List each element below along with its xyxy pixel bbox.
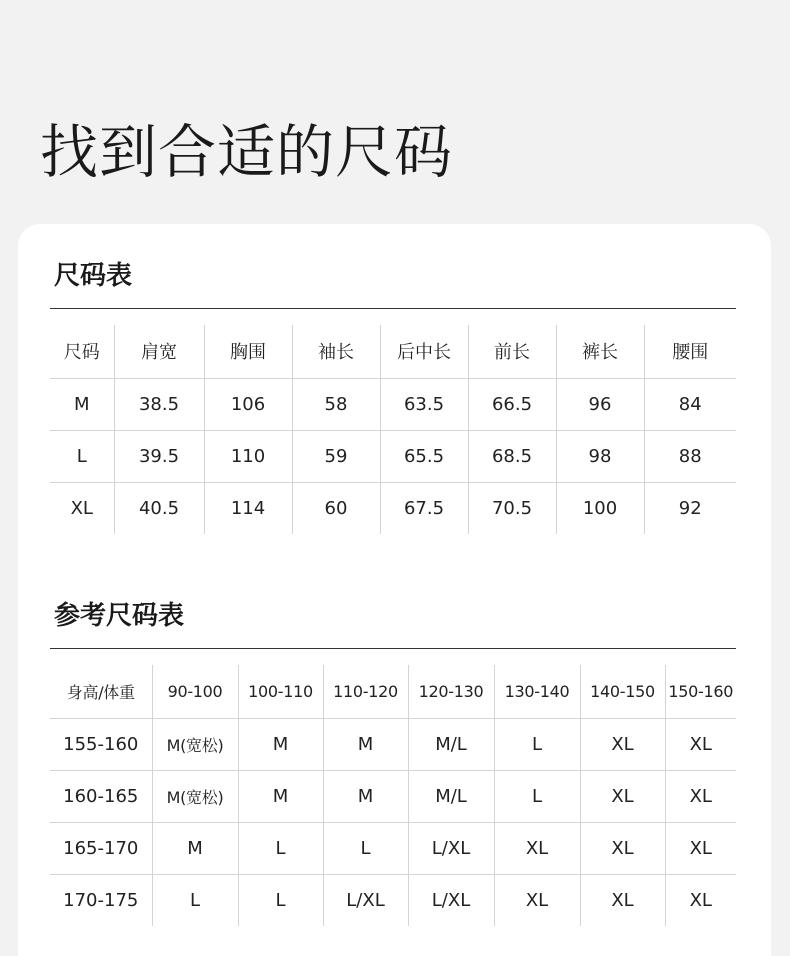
reference-chart-header-row [50,665,736,718]
table-cell: XL [580,874,665,926]
table-cell: 59 [292,430,380,482]
table-cell: 92 [644,482,736,534]
table-cell: XL [580,770,665,822]
table-cell: 40.5 [114,482,204,534]
table-cell: M [238,718,323,770]
table-cell: 38.5 [114,378,204,430]
header-cell: 胸围 [204,325,292,378]
reference-chart-divider [50,648,736,649]
size-chart-header-row [50,325,736,378]
table-cell: L [494,770,580,822]
table-cell: XL [580,822,665,874]
table-row [50,378,736,430]
header-cell: 身高/体重 [66,682,135,702]
table-row [50,874,736,926]
table-cell: 110 [204,430,292,482]
page-title: 找到合适的尺码 [40,118,454,186]
table-cell: L/XL [323,874,408,926]
table-cell: M [323,770,408,822]
header-cell: 150-160 [665,665,736,718]
table-cell: L [152,874,238,926]
size-card [18,224,771,956]
table-cell: L [50,430,114,482]
header-cell: 腰围 [644,325,736,378]
header-cell: 后中长 [380,325,468,378]
table-cell: 114 [204,482,292,534]
table-cell: M(宽松) [152,718,238,770]
header-cell: 110-120 [323,665,408,718]
table-cell: M [50,378,114,430]
table-cell: L [238,822,323,874]
size-chart-title: 尺码表 [54,261,133,291]
table-cell: L [494,718,580,770]
header-cell: 裤长 [556,325,644,378]
table-cell: XL [494,822,580,874]
header-cell: 袖长 [292,325,380,378]
table-row [50,822,736,874]
header-cell: 120-130 [408,665,494,718]
table-cell: M(宽松) [152,770,238,822]
table-cell: 58 [292,378,380,430]
table-cell: 63.5 [380,378,468,430]
table-cell: 155-160 [50,718,152,770]
table-cell: XL [50,482,114,534]
reference-chart-title: 参考尺码表 [54,601,185,631]
header-cell: 尺码 [63,342,100,364]
table-cell: 96 [556,378,644,430]
size-chart-table [50,325,736,534]
header-cell: 140-150 [580,665,665,718]
table-cell: 165-170 [50,822,152,874]
header-cell: 前长 [468,325,556,378]
table-row [50,482,736,534]
table-cell: L [323,822,408,874]
table-cell: 70.5 [468,482,556,534]
header-cell: 100-110 [238,665,323,718]
table-cell: M [152,822,238,874]
table-row [50,718,736,770]
table-cell: 98 [556,430,644,482]
table-cell: M [238,770,323,822]
table-cell: XL [665,822,736,874]
table-cell: 39.5 [114,430,204,482]
table-cell: XL [494,874,580,926]
table-cell: XL [665,874,736,926]
table-cell: M [323,718,408,770]
table-cell: XL [665,770,736,822]
reference-chart-table [50,665,736,926]
table-cell: 106 [204,378,292,430]
table-cell: L [238,874,323,926]
table-cell: 67.5 [380,482,468,534]
header-cell: 肩宽 [114,325,204,378]
table-cell: M/L [408,718,494,770]
table-row [50,770,736,822]
table-cell: M/L [408,770,494,822]
table-cell: 68.5 [468,430,556,482]
header-cell: 90-100 [152,665,238,718]
table-cell: 65.5 [380,430,468,482]
table-cell: L/XL [408,874,494,926]
table-row [50,430,736,482]
table-cell: 66.5 [468,378,556,430]
table-cell: L/XL [408,822,494,874]
table-cell: 88 [644,430,736,482]
table-cell: XL [580,718,665,770]
size-chart-divider [50,308,736,309]
table-cell: 60 [292,482,380,534]
table-cell: 170-175 [50,874,152,926]
table-cell: XL [665,718,736,770]
header-cell: 130-140 [494,665,580,718]
table-cell: 84 [644,378,736,430]
table-cell: 100 [556,482,644,534]
table-cell: 160-165 [50,770,152,822]
